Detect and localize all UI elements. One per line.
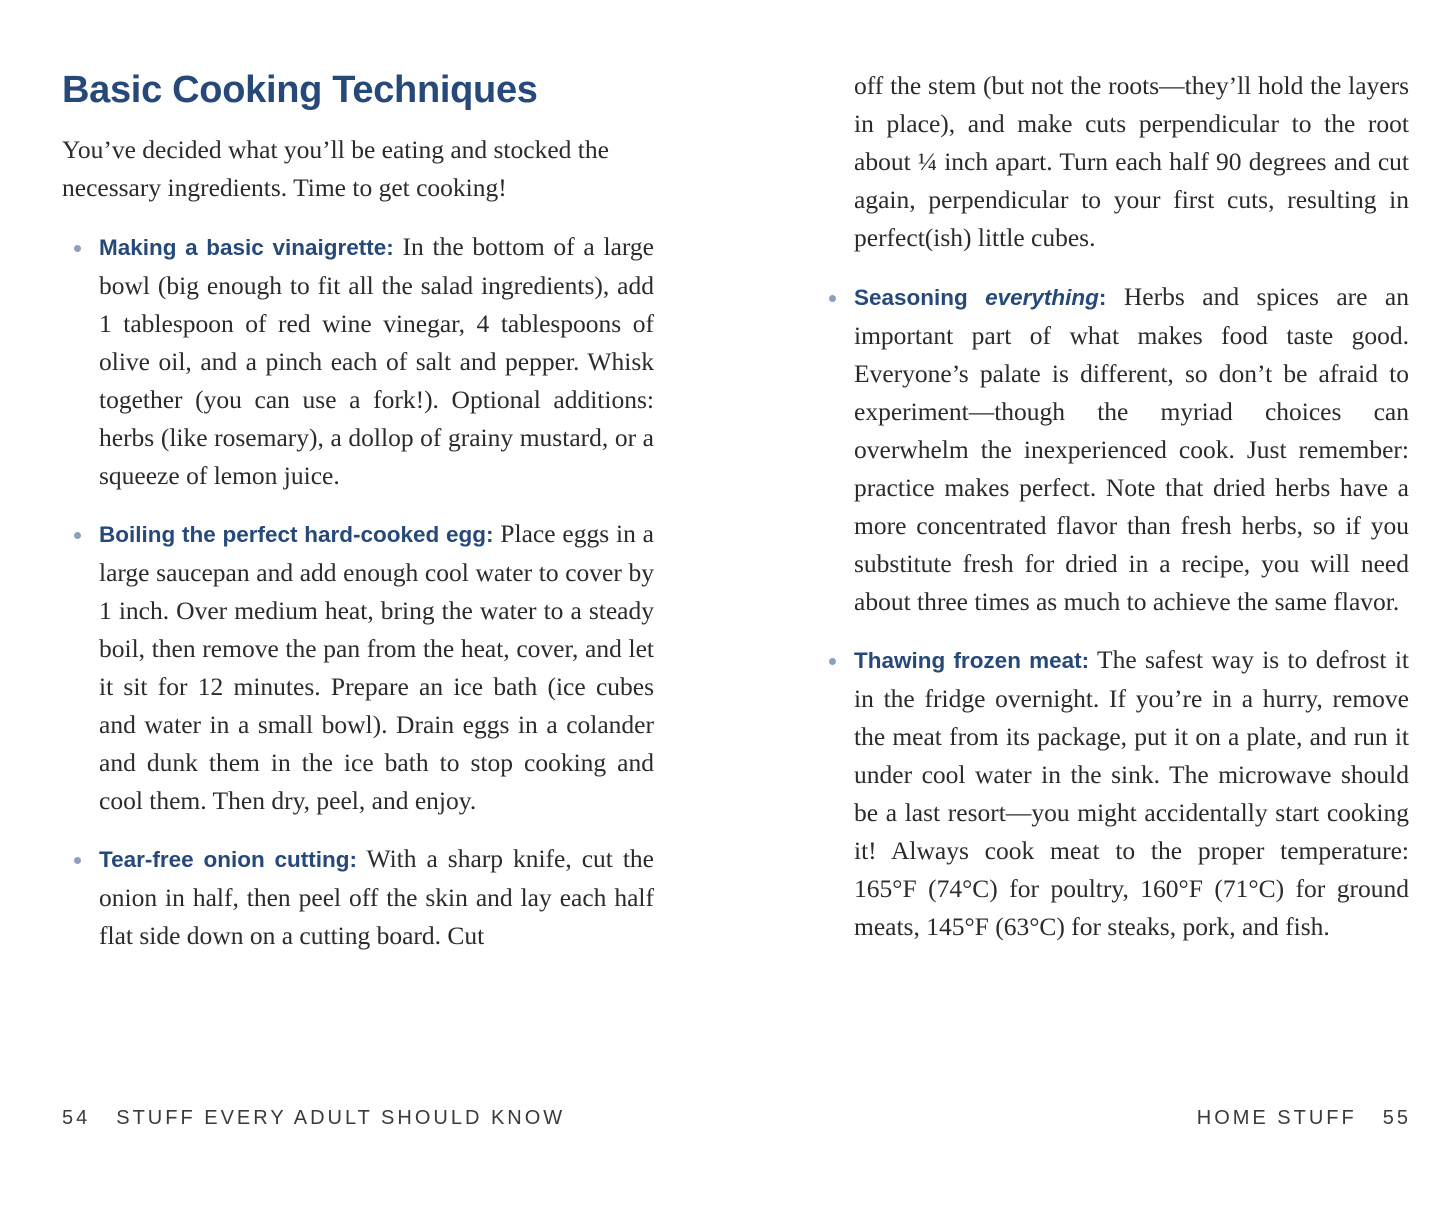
bullet-icon [829,658,836,665]
technique-list [62,228,654,975]
item-term: Making a basic vinaigrette: [99,235,394,260]
bullet-icon [74,532,81,539]
right-footer [1197,1104,1411,1132]
bullet-icon [74,857,81,864]
item-term-end: : [1098,285,1107,310]
page-number: 54 [62,1107,91,1129]
list-item-vinaigrette [62,228,654,495]
item-term-start: Seasoning [854,285,986,310]
left-footer [62,1104,565,1132]
item-text: The safest way is to defrost it in the fridge overnight. If you’re in a hurry, remove the meat from its package, put it on a plate, and run it under cool water in the sink. The microwave should be a last resort—you might accidentally start cooking it! Always cook meat to the proper temperature: 165°F (74°C) for poultry, 160°F (71°C) for ground meats, 145°F (63°C) for steaks, pork, and fish. [854,645,1409,941]
item-text: Place eggs in a large saucepan and add enough cool water to cover by 1 inch. Over medium heat, bring the water to a steady boil, then remove the pan from the heat, cover, and let it sit for 12 minutes. Prepare an ice bath (ice cubes and water in a small bowl). Drain eggs in a colander and dunk them in the ice bath to stop cooking and cool them. Then dry, peel, and enjoy. [99,519,654,815]
list-item-seasoning [854,278,1409,621]
item-term: Boiling the perfect hard-cooked egg: [99,522,494,547]
book-title: STUFF EVERY ADULT SHOULD KNOW [116,1107,566,1129]
bullet-icon [74,245,81,252]
continuation-paragraph: off the stem (but not the roots—they’ll hold the layers in place), and make cuts perpendicular to the root about ¼ inch apart. Turn each half 90 degrees and cut again, perpendicular to your first cuts, resulting in perfect(ish) little cubes. [854,71,1409,252]
bullet-icon [829,295,836,302]
list-item-hard-cooked-egg [62,515,654,820]
item-text: With a sharp knife, cut the onion in half, then peel off the skin and lay each half flat side down on a cutting board. Cut [99,844,654,950]
item-text: Herbs and spices are an important part of what makes food taste good. Everyone’s palate is different, so don’t be afraid to experiment—though the myriad choices can overwhelm the inexperienced cook. Just remember: practice makes perfect. Note that dried herbs have a more concentrated flavor than fresh herbs, so if you substitute fresh for dried in a recipe, you will need about three times as much to achieve the same flavor. [854,282,1409,616]
page-heading: Basic Cooking Techniques [62,69,538,111]
list-item-onion-cutting [62,840,654,955]
page-number: 55 [1382,1107,1411,1129]
list-item-thawing-meat [854,641,1409,946]
section-title: HOME STUFF [1196,1107,1357,1129]
item-text: In the bottom of a large bowl (big enough to fit all the salad ingredients), add 1 tablespoon of red wine vinegar, 4 tablespoons of olive oil, and a pinch each of salt and pepper. Whisk together (you can use a fork!). Optional additions: herbs (like rosemary), a dollop of grainy mustard, or a squeeze of lemon juice. [99,232,655,490]
item-term-emphasis: everything [985,285,1099,310]
technique-list-continued [854,278,1409,966]
item-term [854,285,1106,310]
item-term: Tear-free onion cutting: [99,847,358,872]
item-term: Thawing frozen meat: [854,648,1090,673]
intro-paragraph: You’ve decided what you’ll be eating and stocked the necessary ingredients. Time to get cooking! [62,135,609,202]
